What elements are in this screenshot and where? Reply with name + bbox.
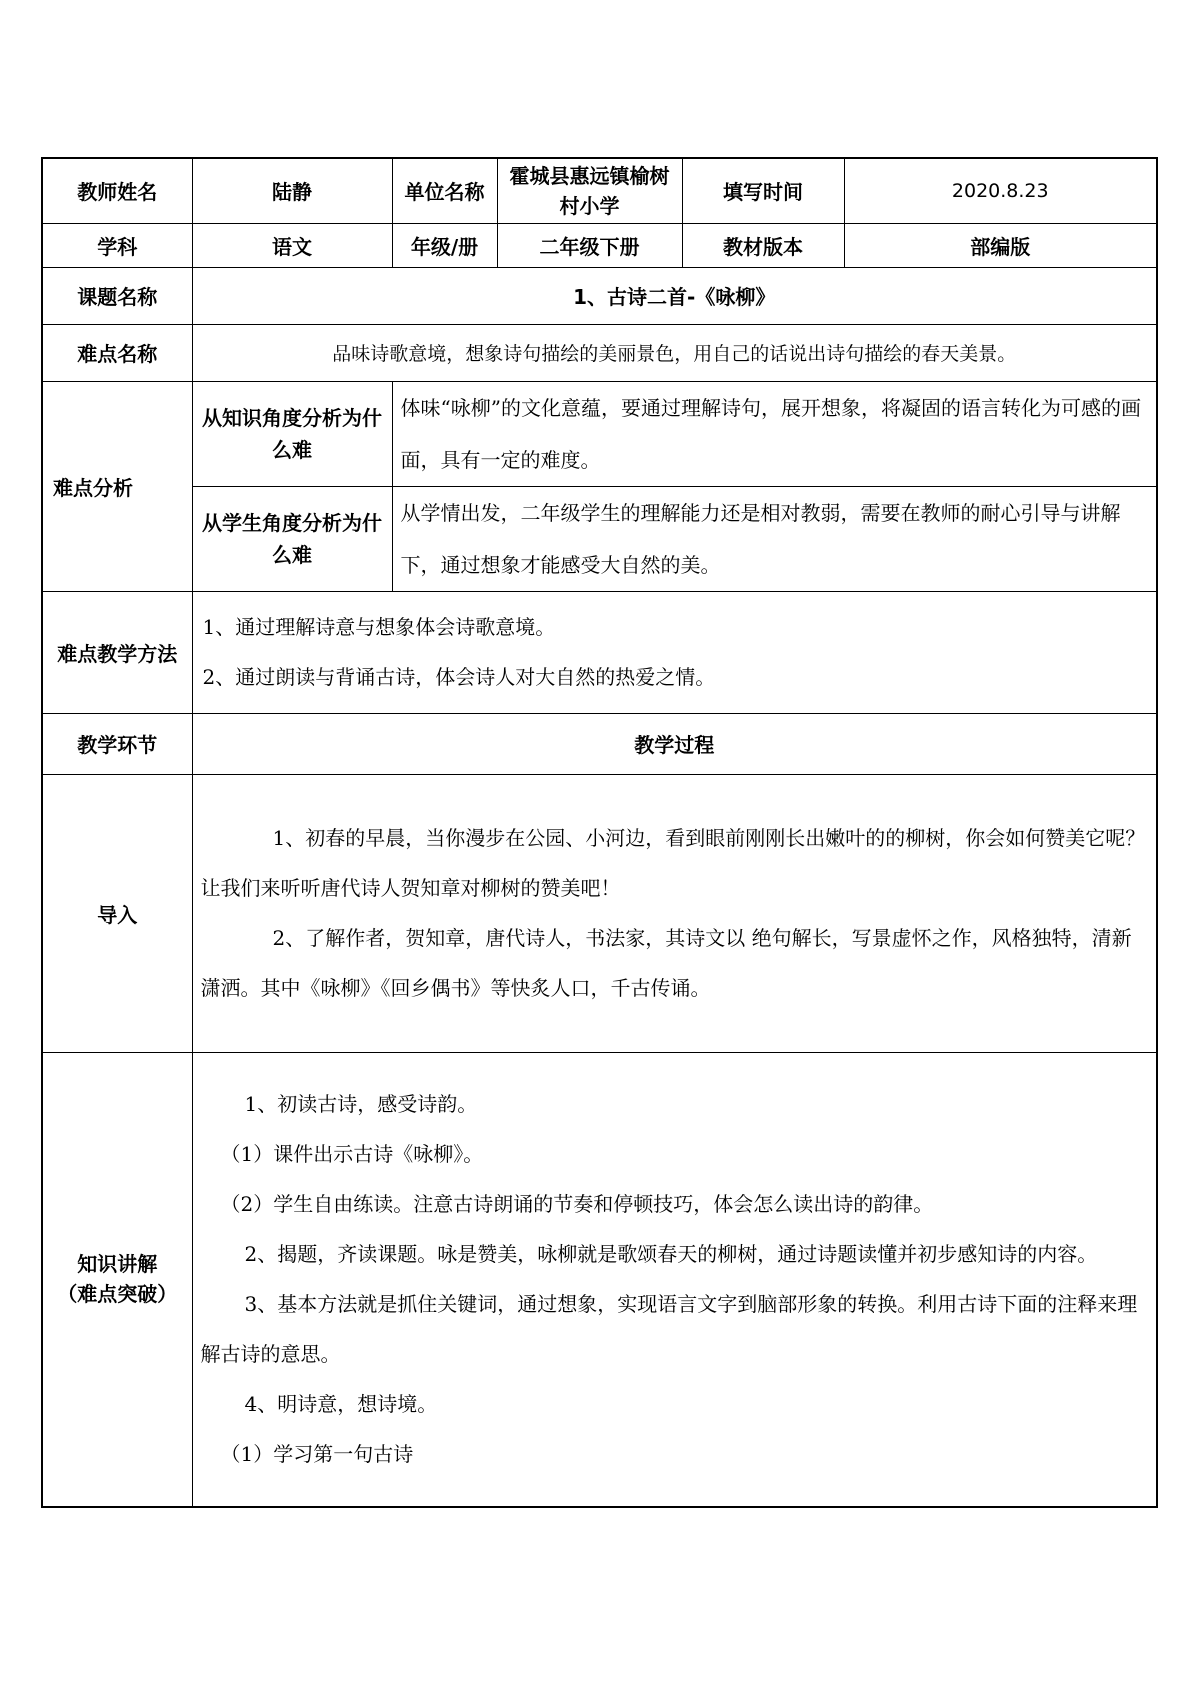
intro-paragraph: 2、了解作者，贺知章，唐代诗人，书法家，其诗文以 绝句解长，写景虚怀之作，风格独特，清新潇洒。其中《咏柳》《回乡偶书》等快炙人口，千古传诵。 — [200, 926, 1132, 1000]
edition-label: 教材版本 — [682, 223, 844, 267]
knowledge-content — [192, 1052, 1157, 1507]
lesson-plan-table — [41, 157, 1158, 1508]
lesson-title-row — [42, 267, 1157, 324]
method-item: 2、通过朗读与背诵古诗，体会诗人对大自然的热爱之情。 — [202, 665, 716, 689]
methods-content — [192, 591, 1157, 713]
knowledge-label-line1: 知识讲解 — [77, 1252, 158, 1277]
knowledge-paragraph: 1、初读古诗，感受诗韵。 — [244, 1092, 478, 1117]
difficulty-label: 难点名称 — [42, 324, 192, 381]
intro-paragraph: 1、初春的早晨，当你漫步在公园、小河边，看到眼前刚刚长出嫩叶的的柳树，你会如何赞美它呢？让我们来听听唐代诗人贺知章对柳树的赞美吧！ — [200, 826, 1146, 900]
grade-value: 二年级下册 — [497, 223, 682, 267]
process-label: 教学过程 — [192, 713, 1157, 774]
knowledge-angle-text: 体味“咏柳”的文化意蕴，要通过理解诗句，展开想象，将凝固的语言转化为可感的画面，具有一定的难度。 — [392, 381, 1157, 486]
difficulty-row — [42, 324, 1157, 381]
teacher-name: 陆静 — [192, 158, 392, 223]
unit-label: 单位名称 — [392, 158, 497, 223]
methods-label: 难点教学方法 — [42, 591, 192, 713]
student-angle-label: 从学生角度分析为什么难 — [192, 486, 392, 591]
knowledge-label-line2: （难点突破） — [57, 1282, 178, 1307]
unit-name: 霍城县惠远镇榆树村小学 — [497, 158, 682, 223]
student-angle-text: 从学情出发，二年级学生的理解能力还是相对教弱，需要在教师的耐心引导与讲解下，通过想象才能感受大自然的美。 — [392, 486, 1157, 591]
stage-label: 教学环节 — [42, 713, 192, 774]
subject-label: 学科 — [42, 223, 192, 267]
knowledge-angle-label: 从知识角度分析为什么难 — [192, 381, 392, 486]
knowledge-paragraph: （2）学生自由练读。注意古诗朗诵的节奏和停顿技巧，体会怎么读出诗的韵律。 — [220, 1192, 934, 1217]
date-label: 填写时间 — [682, 158, 844, 223]
method-item: 1、通过理解诗意与想象体会诗歌意境。 — [202, 615, 556, 639]
intro-content — [192, 774, 1157, 1052]
knowledge-paragraph: 3、基本方法就是抓住关键词，通过想象，实现语言文字到脑部形象的转换。利用古诗下面的注释来理解古诗的意思。 — [200, 1292, 1138, 1367]
process-header-row — [42, 713, 1157, 774]
info-row-2 — [42, 223, 1157, 267]
fill-date: 2020.8.23 — [844, 158, 1157, 223]
intro-row — [42, 774, 1157, 1052]
knowledge-paragraph: （1）课件出示古诗《咏柳》。 — [220, 1142, 484, 1167]
analysis-label: 难点分析 — [42, 381, 192, 591]
subject-value: 语文 — [192, 223, 392, 267]
intro-label: 导入 — [42, 774, 192, 1052]
teacher-label: 教师姓名 — [42, 158, 192, 223]
edition-value: 部编版 — [844, 223, 1157, 267]
info-row-1 — [42, 158, 1157, 223]
knowledge-row — [42, 1052, 1157, 1507]
methods-row — [42, 591, 1157, 713]
knowledge-paragraph: 4、明诗意，想诗境。 — [244, 1392, 438, 1417]
knowledge-paragraph: 2、揭题，齐读课题。咏是赞美，咏柳就是歌颂春天的柳树，通过诗题读懂并初步感知诗的内容。 — [244, 1242, 1098, 1267]
analysis-row-knowledge — [42, 381, 1157, 486]
knowledge-label — [42, 1052, 192, 1507]
lesson-title-label: 课题名称 — [42, 267, 192, 324]
knowledge-paragraph: （1）学习第一句古诗 — [220, 1442, 414, 1467]
grade-label: 年级/册 — [392, 223, 497, 267]
difficulty-text: 品味诗歌意境，想象诗句描绘的美丽景色，用自己的话说出诗句描绘的春天美景。 — [192, 324, 1157, 381]
lesson-title: 1、古诗二首-《咏柳》 — [192, 267, 1157, 324]
analysis-row-student — [42, 486, 1157, 591]
